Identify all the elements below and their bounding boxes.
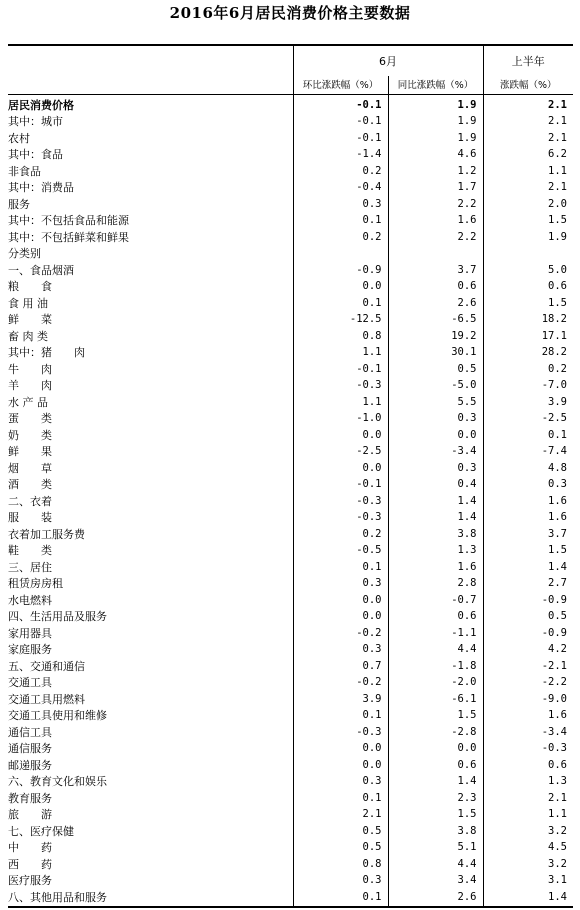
row-half: 1.6: [483, 510, 573, 527]
row-yoy: -5.0: [388, 378, 483, 395]
table-row: [8, 345, 573, 362]
row-mom: 0.8: [293, 856, 388, 873]
row-label: 粮 食: [8, 280, 52, 294]
header-mom: 环比涨跌幅（%）: [293, 76, 388, 95]
row-label: 非食品: [8, 164, 41, 178]
table-body: [8, 95, 573, 907]
table-row: [8, 592, 573, 609]
row-mom: -0.3: [293, 378, 388, 395]
header-half-year: 上半年: [483, 45, 573, 76]
row-yoy: 3.4: [388, 873, 483, 890]
table-row: [8, 675, 573, 692]
row-half: 2.1: [483, 790, 573, 807]
row-half: 17.1: [483, 328, 573, 345]
row-yoy: -1.8: [388, 658, 483, 675]
row-half: 1.1: [483, 807, 573, 824]
row-half: -7.4: [483, 444, 573, 461]
row-half: 4.8: [483, 460, 573, 477]
row-yoy: -2.0: [388, 675, 483, 692]
row-label: 交通工具用燃料: [8, 692, 85, 706]
row-label: 西 药: [8, 857, 52, 871]
row-half: 18.2: [483, 312, 573, 329]
row-mom: 0.0: [293, 279, 388, 296]
table-row: [8, 576, 573, 593]
row-half: -9.0: [483, 691, 573, 708]
row-yoy: 0.4: [388, 477, 483, 494]
row-label: 烟 草: [8, 461, 52, 475]
row-mom: -1.0: [293, 411, 388, 428]
row-label: 牛 肉: [8, 362, 52, 376]
row-half: 2.7: [483, 576, 573, 593]
row-half: -0.9: [483, 592, 573, 609]
table-row: [8, 378, 573, 395]
table-row: [8, 757, 573, 774]
row-mom: -0.4: [293, 180, 388, 197]
row-label: 服务: [8, 197, 30, 211]
row-label: 通信工具: [8, 725, 52, 739]
row-label: 八、其他用品和服务: [8, 889, 293, 907]
row-mom: -2.5: [293, 444, 388, 461]
row-half: 6.2: [483, 147, 573, 164]
row-yoy: 3.7: [388, 262, 483, 279]
row-yoy: 30.1: [388, 345, 483, 362]
row-mom: 0.1: [293, 889, 388, 907]
row-half: 2.1: [483, 114, 573, 131]
row-yoy: -0.7: [388, 592, 483, 609]
row-yoy: 1.5: [388, 708, 483, 725]
row-label: 邮递服务: [8, 758, 52, 772]
row-half: 5.0: [483, 262, 573, 279]
row-label: 医疗服务: [8, 874, 52, 888]
table-row: [8, 279, 573, 296]
row-label: 家庭服务: [8, 643, 52, 657]
row-yoy: 1.4: [388, 510, 483, 527]
row-half: 2.0: [483, 196, 573, 213]
row-mom: -0.1: [293, 130, 388, 147]
row-half: -0.9: [483, 625, 573, 642]
table-row: [8, 526, 573, 543]
row-yoy: -1.1: [388, 625, 483, 642]
row-yoy: 2.2: [388, 229, 483, 246]
row-yoy: -2.8: [388, 724, 483, 741]
row-label: 其中：消费品: [8, 181, 74, 195]
row-label: 七、医疗保健: [8, 824, 74, 838]
row-label: 中 药: [8, 841, 52, 855]
row-label: 鞋 类: [8, 544, 52, 558]
row-label: 酒 类: [8, 478, 52, 492]
row-yoy: 1.7: [388, 180, 483, 197]
row-label: 鲜 菜: [8, 313, 52, 327]
header-row-group: [8, 45, 573, 76]
row-mom: 0.2: [293, 163, 388, 180]
row-label: 交通工具使用和维修: [8, 709, 107, 723]
table-row: [8, 493, 573, 510]
row-mom: 0.1: [293, 295, 388, 312]
table-row: [8, 262, 573, 279]
row-half: 3.2: [483, 823, 573, 840]
table-row: [8, 807, 573, 824]
row-half: 0.6: [483, 757, 573, 774]
row-mom: -0.1: [293, 361, 388, 378]
row-label: 水 产 品: [8, 395, 48, 409]
row-mom: 0.1: [293, 708, 388, 725]
row-label: 水电燃料: [8, 593, 52, 607]
row-yoy: 1.3: [388, 543, 483, 560]
table-row: [8, 790, 573, 807]
row-half: 1.4: [483, 559, 573, 576]
row-mom: -0.3: [293, 724, 388, 741]
row-half: 1.6: [483, 493, 573, 510]
row-mom: -0.3: [293, 493, 388, 510]
row-mom: 0.3: [293, 196, 388, 213]
row-mom: -0.1: [293, 114, 388, 131]
table-row: [8, 312, 573, 329]
row-mom: 3.9: [293, 691, 388, 708]
row-yoy: 1.2: [388, 163, 483, 180]
table-row: [8, 625, 573, 642]
row-label: 通信服务: [8, 742, 52, 756]
row-label: 衣着加工服务费: [8, 527, 85, 541]
row-label: 五、交通和通信: [8, 659, 85, 673]
cpi-table: [8, 44, 573, 908]
row-mom: -0.3: [293, 510, 388, 527]
table-row: [8, 95, 573, 114]
row-mom: [293, 246, 388, 263]
row-half: -2.1: [483, 658, 573, 675]
row-half: 1.5: [483, 295, 573, 312]
row-half: 4.2: [483, 642, 573, 659]
row-label: 鲜 果: [8, 445, 52, 459]
header-june: 6月: [293, 45, 483, 76]
row-label: 四、生活用品及服务: [8, 610, 107, 624]
table-row: [8, 658, 573, 675]
row-mom: 0.3: [293, 774, 388, 791]
row-half: -3.4: [483, 724, 573, 741]
row-yoy: 2.6: [388, 295, 483, 312]
table-row: [8, 724, 573, 741]
row-label: 畜 肉 类: [8, 329, 48, 343]
row-yoy: 2.3: [388, 790, 483, 807]
row-label: 一、食品烟酒: [8, 263, 74, 277]
row-label: 二、衣着: [8, 494, 52, 508]
table-row: [8, 427, 573, 444]
row-mom: 2.1: [293, 807, 388, 824]
table-row: [8, 559, 573, 576]
row-label: 其中：猪 肉: [8, 346, 85, 360]
row-label: 租赁房房租: [8, 577, 63, 591]
table-row: [8, 361, 573, 378]
row-mom: 0.2: [293, 526, 388, 543]
row-yoy: 1.5: [388, 807, 483, 824]
row-mom: 1.1: [293, 345, 388, 362]
row-label: 羊 肉: [8, 379, 52, 393]
table-row: [8, 477, 573, 494]
row-label: 分类别: [8, 247, 41, 261]
row-label: 奶 类: [8, 428, 52, 442]
table-row: [8, 691, 573, 708]
row-mom: 0.0: [293, 427, 388, 444]
table-row: [8, 196, 573, 213]
row-half: -2.5: [483, 411, 573, 428]
row-yoy: 0.6: [388, 609, 483, 626]
row-mom: 0.1: [293, 213, 388, 230]
table-row: [8, 543, 573, 560]
row-mom: 0.3: [293, 873, 388, 890]
row-half: 1.9: [483, 229, 573, 246]
row-yoy: 1.4: [388, 774, 483, 791]
row-yoy: -3.4: [388, 444, 483, 461]
header-blank-2: [8, 76, 293, 95]
table-row: [8, 295, 573, 312]
table-row: [8, 840, 573, 857]
row-half: 3.7: [483, 526, 573, 543]
row-yoy: 4.4: [388, 642, 483, 659]
row-mom: -0.1: [293, 95, 388, 114]
row-half: 2.1: [483, 95, 573, 114]
row-mom: 0.5: [293, 840, 388, 857]
row-label: 居民消费价格: [8, 98, 74, 112]
row-half: 1.5: [483, 213, 573, 230]
row-half: 4.5: [483, 840, 573, 857]
header-half-change: 涨跌幅（%）: [483, 76, 573, 95]
table-row: [8, 708, 573, 725]
row-label: 其中：食品: [8, 148, 63, 162]
row-yoy: 3.8: [388, 823, 483, 840]
row-yoy: 5.1: [388, 840, 483, 857]
row-label: 六、教育文化和娱乐: [8, 775, 107, 789]
row-yoy: 0.6: [388, 757, 483, 774]
row-mom: -0.1: [293, 477, 388, 494]
row-mom: 0.0: [293, 609, 388, 626]
table-row: [8, 394, 573, 411]
row-label: 服 装: [8, 511, 52, 525]
row-half: 0.3: [483, 477, 573, 494]
row-mom: 0.3: [293, 642, 388, 659]
table-row: [8, 609, 573, 626]
row-yoy: 2.8: [388, 576, 483, 593]
table-row: [8, 889, 573, 907]
row-half: 3.1: [483, 873, 573, 890]
row-mom: 0.1: [293, 559, 388, 576]
table-row: [8, 741, 573, 758]
row-yoy: [388, 246, 483, 263]
row-half: 2.1: [483, 180, 573, 197]
header-row-columns: [8, 76, 573, 95]
row-half: -0.3: [483, 741, 573, 758]
row-label: 教育服务: [8, 791, 52, 805]
row-half: 2.1: [483, 130, 573, 147]
row-label: 其中：城市: [8, 115, 63, 129]
row-label: 其中：不包括鲜菜和鲜果: [8, 230, 129, 244]
row-yoy: -6.1: [388, 691, 483, 708]
row-yoy: 0.3: [388, 460, 483, 477]
row-label: 家用器具: [8, 626, 52, 640]
row-yoy: 0.0: [388, 427, 483, 444]
row-yoy: 1.9: [388, 95, 483, 114]
row-yoy: 4.6: [388, 147, 483, 164]
row-half: 1.1: [483, 163, 573, 180]
table-row: [8, 114, 573, 131]
row-label: 交通工具: [8, 676, 52, 690]
row-mom: 0.3: [293, 576, 388, 593]
row-yoy: 1.4: [388, 493, 483, 510]
row-half: 1.4: [483, 889, 573, 907]
row-yoy: 4.4: [388, 856, 483, 873]
table-row: [8, 444, 573, 461]
row-mom: -0.2: [293, 625, 388, 642]
row-yoy: 0.5: [388, 361, 483, 378]
row-yoy: 0.0: [388, 741, 483, 758]
row-yoy: 0.6: [388, 279, 483, 296]
row-label: 三、居住: [8, 560, 52, 574]
row-mom: 1.1: [293, 394, 388, 411]
table-row: [8, 460, 573, 477]
row-half: 0.5: [483, 609, 573, 626]
table-row: [8, 856, 573, 873]
table-row: [8, 510, 573, 527]
row-half: 1.5: [483, 543, 573, 560]
row-mom: 0.0: [293, 741, 388, 758]
row-yoy: 1.9: [388, 130, 483, 147]
table-row: [8, 130, 573, 147]
row-mom: -0.2: [293, 675, 388, 692]
page-title: 2016年6月居民消费价格主要数据: [169, 4, 411, 22]
header-blank: [8, 45, 293, 76]
table-row: [8, 163, 573, 180]
row-yoy: 2.2: [388, 196, 483, 213]
table-row: [8, 180, 573, 197]
row-half: [483, 246, 573, 263]
row-half: 1.3: [483, 774, 573, 791]
row-mom: 0.0: [293, 757, 388, 774]
row-yoy: 3.8: [388, 526, 483, 543]
table-row: [8, 147, 573, 164]
row-label: 食 用 油: [8, 296, 48, 310]
row-yoy: 5.5: [388, 394, 483, 411]
row-half: 28.2: [483, 345, 573, 362]
row-yoy: 1.9: [388, 114, 483, 131]
table-row: [8, 823, 573, 840]
table-row: [8, 774, 573, 791]
row-half: 0.2: [483, 361, 573, 378]
row-half: 1.6: [483, 708, 573, 725]
row-half: 0.6: [483, 279, 573, 296]
row-yoy: 2.6: [388, 889, 483, 907]
table-row: [8, 873, 573, 890]
row-yoy: -6.5: [388, 312, 483, 329]
row-yoy: 1.6: [388, 213, 483, 230]
table-row: [8, 246, 573, 263]
row-half: 3.2: [483, 856, 573, 873]
row-yoy: 19.2: [388, 328, 483, 345]
row-label: 旅 游: [8, 808, 52, 822]
row-yoy: 0.3: [388, 411, 483, 428]
row-mom: 0.7: [293, 658, 388, 675]
row-half: -2.2: [483, 675, 573, 692]
row-half: -7.0: [483, 378, 573, 395]
row-yoy: 1.6: [388, 559, 483, 576]
header-yoy: 同比涨跌幅（%）: [388, 76, 483, 95]
row-mom: 0.5: [293, 823, 388, 840]
row-mom: -0.5: [293, 543, 388, 560]
table-row: [8, 411, 573, 428]
row-mom: -1.4: [293, 147, 388, 164]
row-mom: 0.1: [293, 790, 388, 807]
table-row: [8, 213, 573, 230]
row-mom: 0.0: [293, 460, 388, 477]
table-row: [8, 328, 573, 345]
row-half: 3.9: [483, 394, 573, 411]
row-mom: -0.9: [293, 262, 388, 279]
table-row: [8, 642, 573, 659]
row-mom: -12.5: [293, 312, 388, 329]
row-label: 蛋 类: [8, 412, 52, 426]
table-row: [8, 229, 573, 246]
row-mom: 0.8: [293, 328, 388, 345]
row-label: 其中：不包括食品和能源: [8, 214, 129, 228]
row-mom: 0.0: [293, 592, 388, 609]
row-mom: 0.2: [293, 229, 388, 246]
row-half: 0.1: [483, 427, 573, 444]
row-label: 农村: [8, 131, 30, 145]
